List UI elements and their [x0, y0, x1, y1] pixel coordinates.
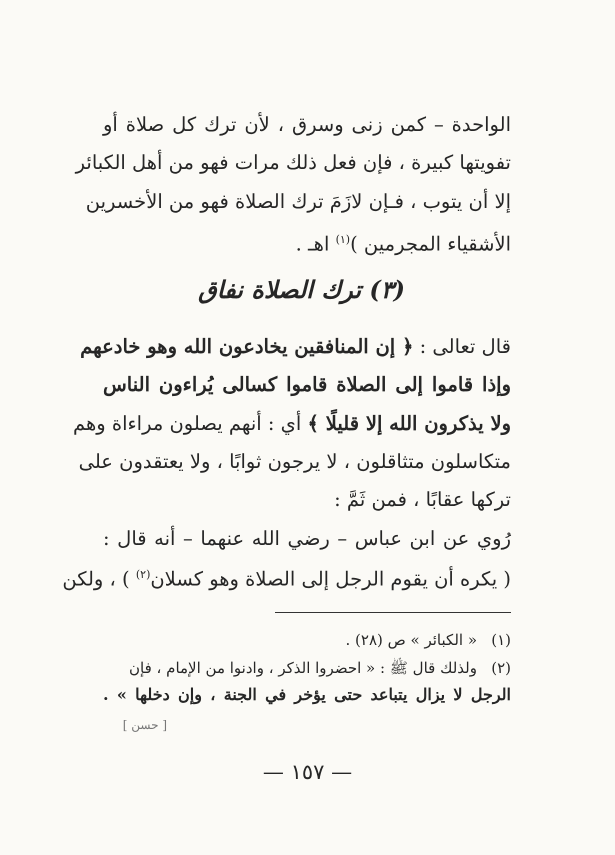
body-line-1: الواحدة – كمن زنى وسرق ، لأن ترك كل صلاة أو — [103, 113, 511, 136]
page-number: — ١٥٧ — — [262, 760, 353, 784]
body-line-3: إلا أن يتوب ، فـإن لازَمَ ترك الصلاة فهو من الأخسرين — [85, 190, 511, 213]
body-line-9: تركها عقابًا ، فمن ثَمَّ : — [334, 488, 511, 511]
footnote-1-number: (١) — [491, 631, 511, 649]
verse-line-3 — [72, 411, 511, 437]
verse-line-2: وإذا قاموا إلى الصلاة قاموا كسالى يُراءون الناس — [103, 373, 511, 396]
verse-intro: قال تعالى : — [413, 335, 511, 358]
footnote-2-number: (٢) — [491, 659, 511, 677]
hadith-grade: [ حسن ] — [122, 718, 167, 732]
body-line-4 — [103, 227, 511, 258]
body-line-4-text: الأشقياء المجرمين ) — [350, 232, 511, 256]
narration-line-1: رُوي عن ابن عباس – رضي الله عنهما – أنه قال : — [103, 527, 511, 550]
section-heading: (٣) ترك الصلاة نفاق — [198, 275, 405, 304]
footnote-1-text: « الكبائر » ص (٢٨) . — [345, 631, 477, 649]
narration-line-2 — [62, 562, 511, 593]
body-line-8: متكاسلون متثاقلون ، لا يرجون ثوابًا ، ولا يعتقدون على — [78, 450, 511, 473]
narration-text-b: ) ، ولكن — [62, 567, 136, 591]
verse-text-1: ﴿ إن المنافقين يخادعون الله وهو خادعهم — [80, 335, 414, 358]
footnote-1 — [103, 628, 511, 652]
footnote-2-text: ولذلك قال ﷺ : « احضروا الذكر ، وادنوا من الإمام ، فإن — [129, 659, 477, 677]
footnote-2 — [103, 656, 511, 680]
narration-text-a: ( يكره أن يقوم الرجل إلى الصلاة وهو كسلان — [150, 567, 511, 591]
footnote-divider — [275, 612, 511, 613]
verse-text-3: ولا يذكرون الله إلا قليلًا ﴾ — [307, 412, 511, 435]
verse-line-1 — [80, 334, 511, 360]
body-line-2: تفويتها كبيرة ، فإن فعل ذلك مرات فهو من أهل الكبائر — [75, 151, 511, 174]
footnote-ref-1: (١) — [335, 233, 351, 246]
body-line-4-end: اهـ . — [295, 232, 336, 256]
verse-tail: أي : أنهم يصلون مراءاة وهم — [72, 412, 308, 435]
footnote-ref-2: (٢) — [135, 568, 151, 581]
footnote-2-continued: الرجل لا يزال يتباعد حتى يؤخر في الجنة ، وإن دخلها » . — [103, 685, 511, 704]
